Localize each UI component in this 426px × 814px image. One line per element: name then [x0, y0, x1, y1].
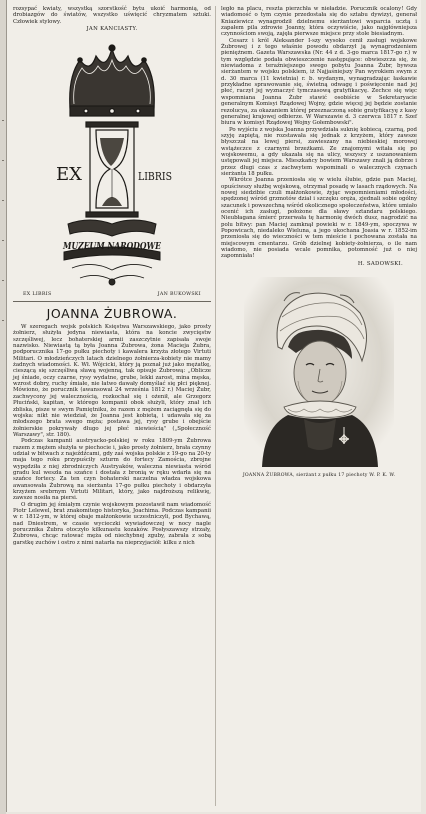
article-paragraph: Cesarz i król Aleksander I-szy wysoko cenił zasługi wojskowe Żubrowej i z tego właśnie powodu obdarzył ją wynagrodzeniem pieniężnem. Gazeta Warszawska (Nr. 44 z d. 3-go marca 1817-go r.) w tym względzie podała obwieszczenie następujące: obwieszcza się, że niewiadoma z teraźniejszego swego pobytu Joanna Żubr, bywsza sierżantem w wojsku polskiem, iż Najjaśniejszy Pan wyrokiem swym z d. 30 marca (11 kwietnia) r. b. wydanym, wynagradzając łaskawie przykładne sprawowanie się, świetną odwagę i poświęcenie nad jej płeć, raczył jej wyznaczyć tymczasową gratyfikacyę. Zechce się więc wspomniana Joanna Żubr stawić osobiście w Sekretaryacie generalnym Komisyi Rządowej Wojny, gdzie więcej jej będzie zostanie rezolucya, za okazaniem której przeznaczoną sobie gratyfikacyę z kasy generalnej krajowej odbierze. W Warszawie d. 3 czerwca 1817 r. Szef biura w komisyi Rządowej Wojny Gołembowski". [221, 37, 417, 127]
hourglass-icon [86, 122, 138, 217]
article-paragraph: O drugim jej śmiałym czynie wojskowym pozostawił nam wiadomość Piotr Lelewel, brat znakomitego historyka, Joachima. Podczas kampanii w r. 1812-ym, w której obaje małżonkowie uczestniczyli, pod Bychawą, nad Dniestrem, w czasie wycieczki wywiadowczej w nocy nagle porucznika Żubra otoczyło kilkunastu kozaków. Posłyszawszy strzały, Żubrowa, chcąc ratować męża od niechybnej zguby, zabrała z sobą garstkę zuchów i ostro z nimi natarła na nieprzyjaciół: kilku z nich [13, 501, 211, 546]
left-column [13, 6, 211, 546]
caption-author: JAN BUKOWSKI [157, 292, 201, 298]
article-paragraph: Po wyjściu z wojska Joanna przywdziała suknię kobiecą, czarną, pod szyję zapiętą, nie rozstawała się jednak z krzyżem, który zawsze błyszczał na lewej piersi, zawieszany na niebieskiej morowej wstążeczce z czarnymi brzeżkami. Ze znajomymi witała się po wojskowemu, a gdy ukazała się na ulicy, wszyscy z uszanowaniem ustępowali jej miejsca. Mieszkańcy bowiem Warszawy znali ją dobrze i przez długi czas z zachwytem wspominali o walecznych czynach sierżanta 18 pułku. [221, 126, 417, 177]
museum-motto: MUZEUM NARODOWE [62, 241, 162, 253]
magazine-page [6, 0, 421, 812]
article-paragraph: Podczas kampanii austryacko-polskiej w roku 1809-ym Żubrowa razem z mężem służyła w piechocie i, jako prosty żołnierz, brała czynny udział w bitwach z najeźdźcami, gdy zaś wojska polskie z 19-go na 20-ty maja tego roku przypuściły szturm do fortecy Zamościa, zbrojne wypędziła z niej zbrodniczych Austryaków, waleczna niewiasta wśród gradu kul weszła na szańce i dostała z bronią w ręku wdarła się na szańce fortecy. Za ten czyn bohaterski naczelna władza wojskowa awansowała Żubrową na sierżanta 17-go pułku piechoty i obdarzyła krzyżem srebrnym Virtuti Militari, który, jako najdroższą relikwię, zawsze nosiła na piersi. [13, 438, 211, 502]
ex-lettering: EX [56, 164, 82, 186]
laurel-ornament-icon [64, 220, 160, 260]
section-divider [13, 301, 211, 302]
intro-paragraph: rozsypać kwiaty, wszystką szorstkość bytu ukoić harmonią, od drobiazgów do światów, wszystko uświęcić chryzmatem sztuki. Człowiek stylowy. [13, 6, 211, 25]
exlibris-bookplate [50, 38, 174, 290]
right-column [221, 6, 417, 478]
floral-base-icon [72, 264, 152, 285]
bookplate-captions [23, 292, 201, 297]
crown-icon [70, 45, 155, 116]
portrait-caption: JOANNA ŻUBROWA, sierżant z pułku 17 piechoty W. P. K. W. [242, 472, 396, 478]
article-paragraph: Wkrótce Joanna przeniosła się w wielu ślubie, gdzie pan Maciej, opuściwszy służbę wojskową, otrzymał posadę w lasach rządowych. Na nowej siedzibie czuli małżonkowie, żyjąc wspomnieniami młodości, spędzonej wśród grzmotów dział i szczęku oręża, zjednali sobie ogólny szacunek i powszechną wśród okolicznego społeczeństwa, które umiało ocenić ich zasługi, położone dla sławy sztandaru polskiego. Nieubłagana śmierć przerwała tę harmonię dwóch dusz, nagrodzić na polu bitwy: pan Maciej zamknął powieki w r. 1849-ym, spoczywa w Popowicach, niedaleko Wieluna, a jego ukochana Joasia w r. 1852-im przeniosła się do wieczności w tem mieście i pochowana została na miejscowym cmentarzu. Grób dzielnej kobiety-żołnierza, o ile nam wiadomo, nie posiada wcale pomnika, potomność już o niej zapomniała! [221, 177, 417, 260]
libris-lettering: LIBRIS [138, 170, 172, 184]
column-divider [215, 6, 216, 806]
article-title: JOANNA ŻUBROWA. [46, 306, 178, 322]
article-signature: H. SADOWSKI. [357, 260, 403, 267]
caption-exlibris: EX LIBRIS [23, 292, 52, 298]
article-paragraph: W szeregach wojsk polskich Księstwa Warszawskiego, jako prosty żołnierz, służyła jedyna niewiasta, która na koncie zwycięstw szczęśliwej, lecz bohaterskiej armii zaszczytnie zapisała swoje nazwisko. Niewiastą tą była Joanna Żubrowa, żona Macieja Żubra, podporucznika 17-go pułku piechoty i kawalera krzyża złotego Virtuti Militari. O młodzieńczych latach dzielnego żołnierza-kobiety nie mamy żadnych wiadomości. K. Wł. Wójcicki, który ją poznał już jako mężatkę, cieszącą się szczęśliwą sławą wojenną, tak opisuje Żubrową: „Oblicze jej śniade, oczy czarne, rysy wydatne, grube, lekki zarost, mina męska, wzrost dobry, ruchy śmiałe, nie łatwo dawały domyślać się płci pięknej. Mówiono, że porucznik (awansowal 24 września 1812 r.) Maciej Żubr, zachwycony jej walecznością, rozkochał się i ożenił, ale Grzegorz Płuciński, kapitan, w którego kompanii obok służyli, który znał ich zbliska, pisze w swym Pamiętniku, że razem z mężem zaciągnęła się do wojska: nikt nie wiedział, że Joanna jest kobietą, i udawała się za młodszego brata swego męża; postawa jej, rysy grube i obejście żołnierskie pokrywały długo jej płeć niewieścią" („Społeczność Warszawy", str. 180). [13, 324, 211, 438]
intro-signature: JAN KANCIASTY. [86, 26, 138, 33]
portrait-engraving [244, 277, 394, 467]
portrait-icon [244, 277, 394, 467]
article-paragraph: legło na placu, reszta pierzchła w nieładzie. Porucznik ocalony! Gdy wiadomość o tym czynie przedostała się do sztabu dywizyi, generał Kniaziewicz wynagrodził dzielnemu sierżantowi wsparcia ucztą i zapałem pila zdrowie Joanny, która oczywiście, jako najgłówniejsza czynnościom swoją, zajęła pierwsze miejsce przy stole biesiadnym. [221, 6, 417, 38]
bookplate-illustration [50, 38, 174, 290]
